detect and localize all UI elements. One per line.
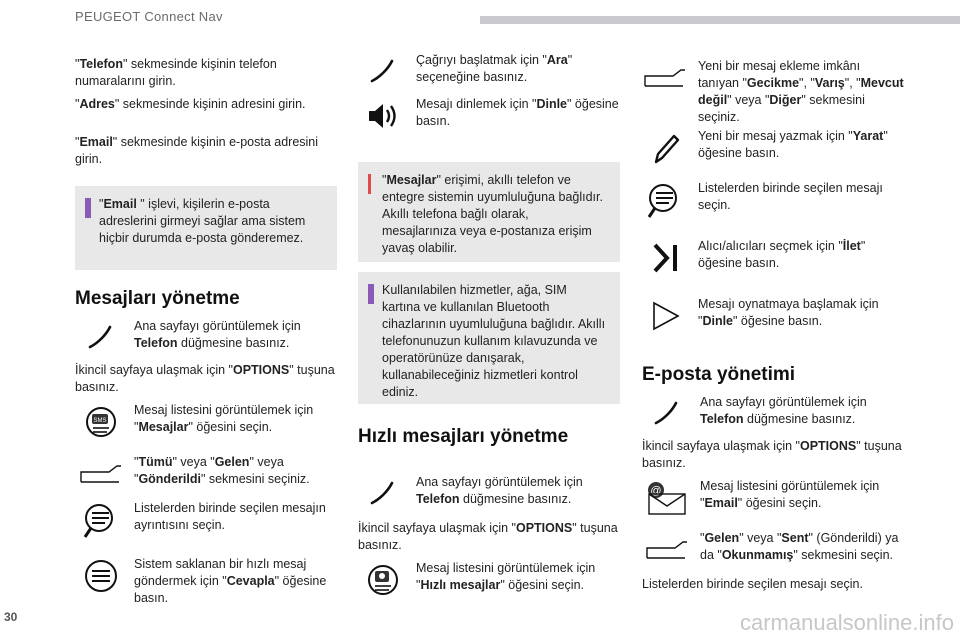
- paragraph-adres: "Adres" sekmesinde kişinin adresini girin.: [75, 97, 306, 111]
- tab-icon: [78, 454, 124, 494]
- play-icon: [642, 296, 688, 336]
- quick-message-icon: [360, 560, 406, 600]
- paragraph-options-3: İkincil sayfaya ulaşmak için "OPTIONS" tuşuna basınız.: [642, 439, 902, 470]
- paragraph-options-2: İkincil sayfaya ulaşmak için "OPTIONS" tuşuna basınız.: [358, 521, 618, 552]
- text-detail: Listelerden birinde seçilen mesajın ayrıntısını seçin.: [134, 501, 326, 532]
- text-phone-home-2: Ana sayfayı görüntülemek için Telefon düğmesine basınız.: [416, 475, 583, 506]
- info-note-services: Kullanılabilen hizmetler, ağa, SIM kartına ve kullanılan Bluetooth cihazlarının uyumluluğuna bağlıdır. Akıllı telefonunuzun kullanım kılavuzunda ve operatörünüze danışarak, kullanabileceğiniz hizmetleri kontrol ediniz.: [358, 272, 620, 404]
- page-header: [0, 0, 960, 44]
- paragraph-options: İkincil sayfaya ulaşmak için "OPTIONS" tuşuna basınız.: [75, 363, 335, 394]
- tab-icon: [644, 530, 690, 570]
- warning-note-messages: "Mesajlar" erişimi, akıllı telefon ve entegre sistemin uyumluluğuna bağlıdır. Akıllı telefona bağlı olarak, mesajlarınıza veya e-postanıza erişim yavaş olabilir.: [358, 162, 620, 262]
- row-create: [642, 128, 904, 168]
- row-reply: [78, 556, 340, 607]
- text-tabs: "Tümü" veya "Gelen" veya "Gönderildi" sekmesini seçiniz.: [134, 455, 310, 486]
- phone-icon: [360, 474, 406, 514]
- speaker-icon: [360, 96, 406, 136]
- row-call: [360, 52, 622, 92]
- text-phone-home-3: Ana sayfayı görüntülemek için Telefon düğmesine basınız.: [700, 395, 867, 426]
- row-sms-list: [78, 402, 340, 442]
- paragraph-select-email: Listelerden birinde seçilen mesajı seçin.: [642, 577, 863, 591]
- row-phone-home-2: [360, 474, 622, 514]
- text-reply: Sistem saklanan bir hızlı mesaj göndermek için "Cevapla" öğesine basın.: [134, 557, 327, 605]
- row-select-message: [642, 180, 904, 220]
- email-icon: [644, 478, 690, 518]
- text-email-list: Mesaj listesini görüntülemek için "Email" öğesini seçin.: [700, 479, 880, 510]
- row-quick-list: [360, 560, 622, 600]
- page-number: 30: [4, 610, 18, 624]
- text-create: Yeni bir mesaj yazmak için "Yarat" öğesine basın.: [698, 129, 888, 160]
- forward-icon: [642, 238, 688, 278]
- heading-eposta: E-posta yönetimi: [642, 364, 796, 385]
- row-email-list: [644, 478, 906, 518]
- phone-icon: [644, 394, 690, 434]
- sms-icon: [78, 402, 124, 442]
- manual-title: PEUGEOT Connect Nav: [75, 9, 223, 24]
- header-bar: [480, 16, 960, 24]
- paragraph-telefon: "Telefon" sekmesinde kişinin telefon numaralarını girin.: [75, 57, 277, 88]
- row-new-message-tabs: [642, 58, 904, 126]
- text-forward: Alıcı/alıcıları seçmek için "İlet" öğesine basın.: [698, 239, 866, 270]
- text-new-message-tabs: Yeni bir mesaj ekleme imkânı tanıyan "Gecikme", "Varış", "Mevcut değil" veya "Diğer" sekmesini seçiniz.: [698, 59, 904, 124]
- info-icon: [368, 284, 374, 304]
- text-email-tabs: "Gelen" veya "Sent" (Gönderildi) ya da "Okunmamış" sekmesini seçin.: [700, 531, 899, 562]
- svg-text:@: @: [650, 485, 662, 497]
- warning-icon: [368, 174, 372, 194]
- tab-icon: [642, 58, 688, 98]
- info-note-email: "Email " işlevi, kişilerin e-posta adreslerini girmeyi sağlar ama sistem hiçbir durumda e-posta gönderemez.: [75, 186, 337, 270]
- text-listen: Mesajı dinlemek için "Dinle" öğesine basın.: [416, 97, 619, 128]
- reply-list-icon: [78, 556, 124, 596]
- list-magnifier-icon: [642, 180, 688, 220]
- row-detail: [78, 500, 340, 540]
- text-phone-home: Ana sayfayı görüntülemek için Telefon düğmesine basınız.: [134, 319, 301, 350]
- text-play: Mesajı oynatmaya başlamak için "Dinle" öğesine basın.: [698, 297, 879, 328]
- row-listen: [360, 96, 622, 136]
- row-play: [642, 296, 904, 336]
- text-quick-list: Mesaj listesini görüntülemek için "Hızlı mesajlar" öğesini seçin.: [416, 561, 596, 592]
- pen-icon: [642, 128, 688, 168]
- text-select-message: Listelerden birinde seçilen mesajı seçin.: [698, 181, 883, 212]
- call-icon: [360, 52, 406, 92]
- list-magnifier-icon: [78, 500, 124, 540]
- row-phone-home-3: [644, 394, 906, 434]
- row-tabs: [78, 454, 340, 494]
- heading-mesajlari: Mesajları yönetme: [75, 288, 240, 309]
- row-email-tabs: [644, 530, 906, 570]
- heading-hizli: Hızlı mesajları yönetme: [358, 426, 569, 447]
- paragraph-email: "Email" sekmesinde kişinin e-posta adresini girin.: [75, 135, 319, 166]
- phone-icon: [78, 318, 124, 358]
- watermark: carmanualsonline.info: [739, 610, 954, 635]
- row-phone-home: [78, 318, 340, 358]
- text-call: Çağrıyı başlatmak için "Ara" seçeneğine basınız.: [416, 53, 573, 84]
- svg-text:SMS: SMS: [93, 418, 107, 424]
- text-sms-list: Mesaj listesini görüntülemek için "Mesajlar" öğesini seçin.: [134, 403, 314, 434]
- info-icon: [85, 198, 91, 218]
- row-forward: [642, 238, 904, 278]
